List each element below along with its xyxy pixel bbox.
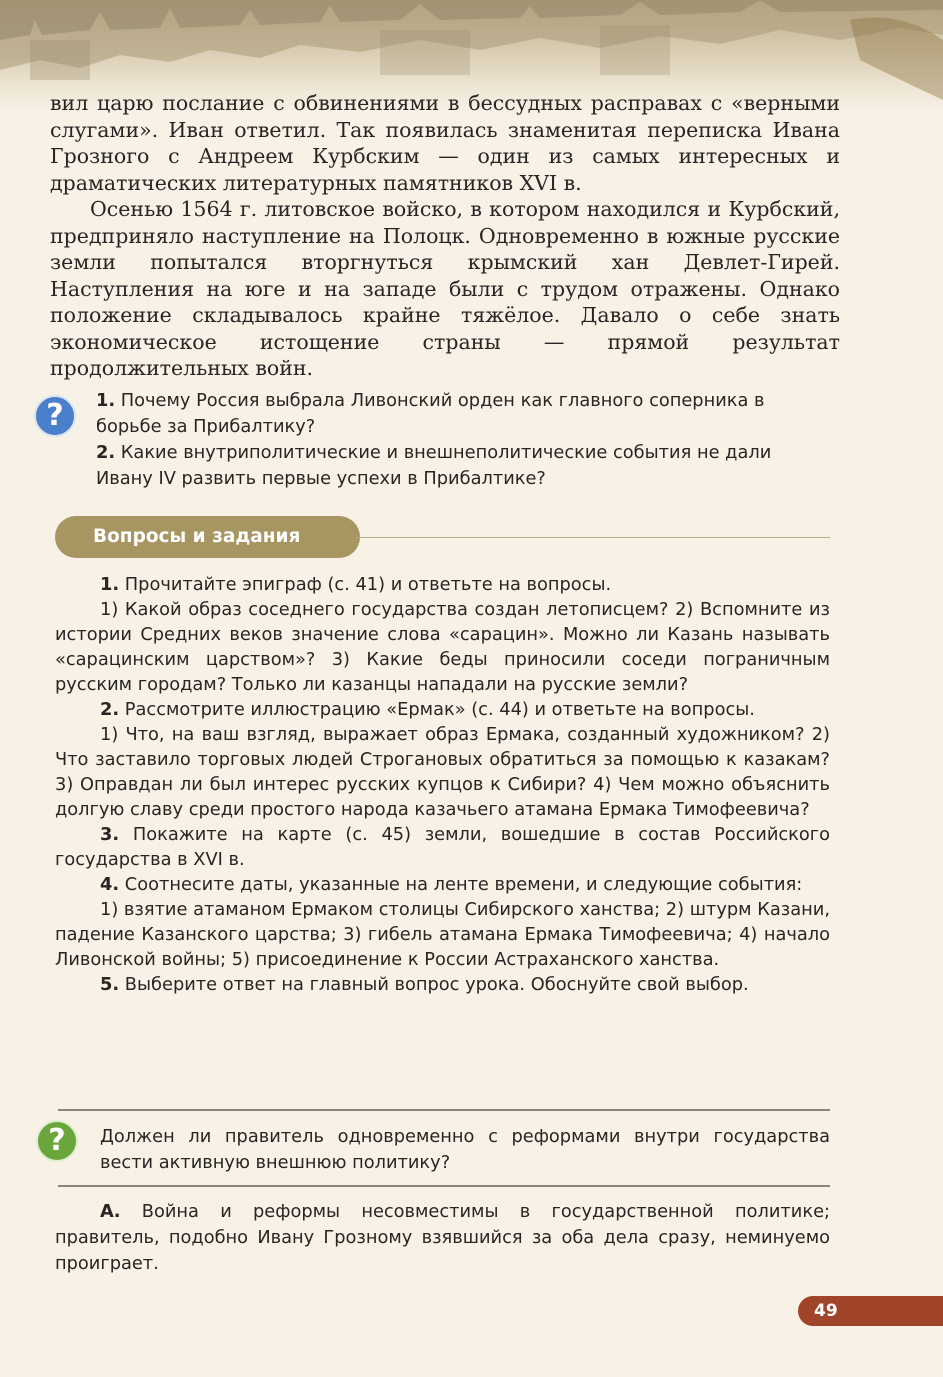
- narrative-paragraph: вил царю послание с обвинениями в бессудных расправах с «верными слугами». Иван ответил. Так появилась знаменитая переписка Ивана Грозного с Андреем Курбским — один из самых интересных и драматических литературных памятников XVI в.: [50, 91, 840, 195]
- question-number: 1.: [96, 390, 116, 411]
- question-mark-icon: ?: [36, 1120, 78, 1162]
- answer-label: А.: [100, 1201, 121, 1222]
- task-text: Соотнесите даты, указанные на ленте времени, и следующие события:: [124, 874, 803, 895]
- page-number: 49: [798, 1296, 943, 1326]
- divider-line: [58, 1109, 830, 1111]
- task-body: 1) Какой образ соседнего государства создан летописцем? 2) Вспомните из истории Средних веков значение слова «сарацин». Можно ли Казань называть «сарацинским царством»? 3) Какие беды приносили соседи пограничным русским городам? Только ли казанцы нападали на русские земли?: [55, 599, 830, 695]
- task-item: [55, 872, 830, 897]
- task-number: 5.: [100, 974, 120, 995]
- question-text: Какие внутриполитические и внешнеполитические события не дали Ивану IV развить первые успехи в Прибалтике?: [96, 442, 772, 489]
- question-mark-icon: ?: [34, 395, 76, 437]
- narrative-text: [50, 90, 840, 382]
- task-item: [55, 972, 830, 997]
- review-questions: [96, 388, 831, 492]
- answer-text: Война и реформы несовместимы в государственной политике; правитель, подобно Ивану Грозному взявшийся за оба дела сразу, неминуемо проиграет.: [55, 1201, 830, 1274]
- review-question: [96, 388, 831, 440]
- answer-paragraph: [55, 1199, 830, 1277]
- tasks-list: [55, 572, 830, 997]
- task-text: Рассмотрите иллюстрацию «Ермак» (с. 44) и ответьте на вопросы.: [124, 699, 755, 720]
- task-body: 1) Что, на ваш взгляд, выражает образ Ермака, созданный художником? 2) Что заставило торговых людей Строгановых обратиться за помощью к казакам? 3) Оправдан ли был интерес русских купцов к Сибири? 4) Чем можно объяснить долгую славу среди простого народа казачьего атамана Ермака Тимофеевича?: [55, 724, 830, 820]
- task-text: Прочитайте эпиграф (с. 41) и ответьте на вопросы.: [124, 574, 612, 595]
- question-text: Почему Россия выбрала Ливонский орден как главного соперника в борьбе за Прибалтику?: [96, 390, 765, 437]
- task-text: Выберите ответ на главный вопрос урока. Обоснуйте свой выбор.: [124, 974, 749, 995]
- review-question: [96, 440, 831, 492]
- main-lesson-question: [100, 1124, 830, 1176]
- task-number: 2.: [100, 699, 120, 720]
- main-question-text: Должен ли правитель одновременно с реформами внутри государства вести активную внешнюю политику?: [100, 1126, 830, 1173]
- question-number: 2.: [96, 442, 116, 463]
- task-number: 1.: [100, 574, 120, 595]
- task-body: 1) взятие атаманом Ермаком столицы Сибирского ханства; 2) штурм Казани, падение Казанского царства; 3) гибель атамана Ермака Тимофеевича; 4) начало Ливонской войны; 5) присоединение к России Астраханского ханства.: [55, 899, 830, 970]
- task-number: 4.: [100, 874, 120, 895]
- section-divider: [355, 537, 830, 538]
- task-item: [55, 572, 830, 597]
- section-title: Вопросы и задания: [55, 516, 360, 558]
- narrative-paragraph: Осенью 1564 г. литовское войско, в котором находился и Курбский, предприняло наступление на Полоцк. Одновременно в южные русские земли попытался вторгнуться крымский хан Девлет-Гирей. Наступления на юге и на западе были с трудом отражены. Однако положение складывалось крайне тяжёлое. Давало о себе знать экономическое истощение страны — прямой результат продолжительных войн.: [50, 197, 840, 380]
- answer-option: [55, 1199, 830, 1277]
- task-item: [55, 822, 830, 872]
- divider-line: [58, 1185, 830, 1187]
- task-number: 3.: [100, 824, 120, 845]
- task-text: Покажите на карте (с. 45) земли, вошедшие в состав Российского государства в XVI в.: [55, 824, 831, 870]
- task-item: [55, 697, 830, 722]
